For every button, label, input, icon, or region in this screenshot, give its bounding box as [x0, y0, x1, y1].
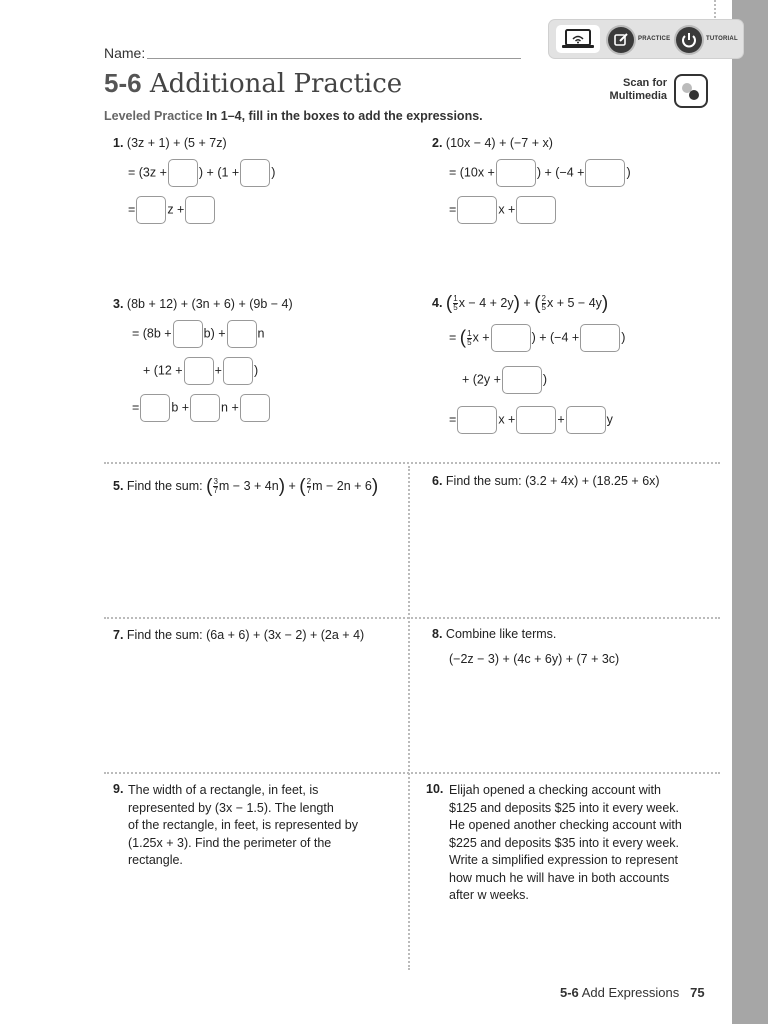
practice-label: PRACTICE	[638, 36, 671, 42]
problem-3-step-1: = (8b + b) + n	[132, 320, 264, 348]
answer-box[interactable]	[185, 196, 215, 224]
answer-box[interactable]	[136, 196, 166, 224]
scan-icon[interactable]	[674, 74, 708, 108]
problem-4-step-3: = x + + y	[449, 406, 613, 434]
top-dotted-rule	[714, 0, 716, 18]
answer-box[interactable]	[168, 159, 198, 187]
problem-1-expression: 1. (3z + 1) + (5 + 7z)	[113, 136, 227, 150]
problem-9-number: 9.	[113, 782, 124, 796]
section-divider	[104, 772, 720, 774]
answer-box[interactable]	[457, 196, 497, 224]
title-text: Additional Practice	[149, 69, 403, 99]
answer-box[interactable]	[496, 159, 536, 187]
answer-box[interactable]	[516, 406, 556, 434]
problem-5: 5. Find the sum: ( $\frac{3}{7}$ m − 3 + 4n) + ( $\frac{2}{7}$ m − 2n + 6)	[113, 476, 379, 497]
problem-8-expression: (−2z − 3) + (4c + 6y) + (7 + 3c)	[449, 652, 620, 666]
problem-2-step-2: = x +	[449, 196, 557, 224]
answer-box[interactable]	[240, 159, 270, 187]
answer-box[interactable]	[491, 324, 531, 352]
column-divider	[408, 466, 410, 970]
answer-box[interactable]	[173, 320, 203, 348]
problem-2-expression: 2. (10x − 4) + (−7 + x)	[432, 136, 553, 150]
problem-10-number: 10.	[426, 782, 444, 796]
name-label: Name:	[104, 45, 146, 61]
answer-box[interactable]	[227, 320, 257, 348]
answer-box[interactable]	[566, 406, 606, 434]
problem-4-step-1: = ( $\frac{1}{5}$ x + ) + (−4 + )	[449, 324, 625, 352]
problem-3-step-3: = b + n +	[132, 394, 271, 422]
practice-button[interactable]	[608, 27, 634, 53]
answer-box[interactable]	[240, 394, 270, 422]
answer-box[interactable]	[223, 357, 253, 385]
problem-4-expression: 4. ( $\frac{1}{5}$ x − 4 + 2y) + ( $\frac{2}{5}$ x + 5 − 4y)	[432, 293, 609, 314]
problem-1-step-1: = (3z + ) + (1 + )	[128, 159, 275, 187]
page-edge-bar	[732, 0, 768, 1024]
answer-box[interactable]	[585, 159, 625, 187]
tutorial-button[interactable]	[676, 27, 702, 53]
scan-for-multimedia: Scan for Multimedia	[609, 77, 667, 102]
problem-10-text: Elijah opened a checking account with $125 and deposits $25 into it every week. He opened another checking account with $225 and deposits $35 into it every week. Write a simplified expression to represent how much he will have in both accounts after w weeks.	[449, 783, 682, 902]
problem-3-expression: 3. (8b + 12) + (3n + 6) + (9b − 4)	[113, 297, 293, 311]
section-divider	[104, 617, 720, 619]
problem-4-step-2: + (2y + )	[462, 366, 547, 394]
power-icon	[676, 27, 702, 53]
problem-9-text: The width of a rectangle, in feet, is represented by (3x − 1.5). The length of the rectangle, in feet, is represented by (1.25x + 3). Find the perimeter of the rectangle.	[128, 783, 358, 867]
page-number: 75	[690, 985, 705, 1000]
page-title	[104, 68, 402, 99]
footer-lesson: 5-6	[560, 985, 579, 1000]
pencil-icon	[608, 27, 634, 53]
section-divider	[104, 462, 720, 464]
problem-8: 8. Combine like terms.	[432, 627, 557, 641]
answer-box[interactable]	[140, 394, 170, 422]
problem-7: 7. Find the sum: (6a + 6) + (3x − 2) + (2a + 4)	[113, 628, 365, 642]
lesson-number: 5-6	[104, 68, 142, 98]
answer-box[interactable]	[516, 196, 556, 224]
laptop-icon[interactable]	[556, 25, 600, 53]
problem-2-step-1: = (10x + ) + (−4 + )	[449, 159, 631, 187]
problem-3-step-2: + (12 + + )	[143, 357, 258, 385]
answer-box[interactable]	[502, 366, 542, 394]
answer-box[interactable]	[457, 406, 497, 434]
name-field-line[interactable]	[147, 58, 521, 59]
instructions: Leveled Practice In 1–4, fill in the boxes to add the expressions.	[104, 109, 483, 123]
fraction: $\frac{3}{7}$	[213, 477, 218, 496]
problem-1-step-2: = z +	[128, 196, 216, 224]
answer-box[interactable]	[580, 324, 620, 352]
fraction: $\frac{1}{5}$	[453, 294, 458, 313]
leveled-practice-label: Leveled Practice	[104, 109, 203, 123]
page-footer	[560, 985, 705, 1000]
tutorial-label: TUTORIAL	[706, 36, 738, 42]
answer-box[interactable]	[184, 357, 214, 385]
answer-box[interactable]	[190, 394, 220, 422]
problem-6: 6. Find the sum: (3.2 + 4x) + (18.25 + 6x)	[432, 474, 660, 488]
footer-topic: Add Expressions	[581, 985, 680, 1000]
fraction: $\frac{1}{5}$	[467, 328, 472, 347]
fraction: $\frac{2}{7}$	[306, 477, 312, 496]
fraction: $\frac{2}{5}$	[541, 294, 546, 313]
